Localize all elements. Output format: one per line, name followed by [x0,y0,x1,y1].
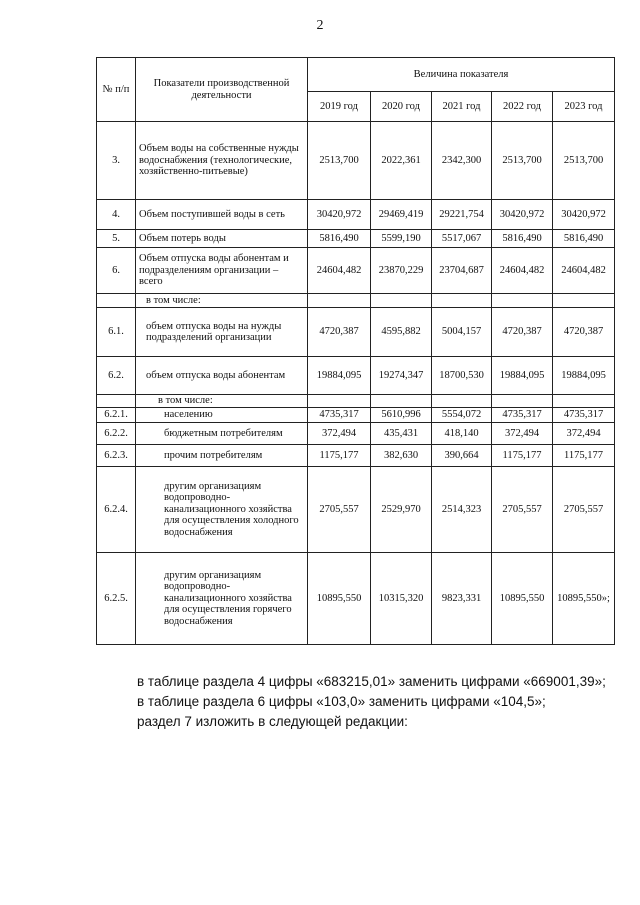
table-row [97,122,615,200]
row-value: 30420,972 [492,200,553,230]
row-value: 2513,700 [553,122,615,200]
row-label: Объем поступившей воды в сеть [136,200,308,230]
row-value: 5610,996 [371,408,432,423]
row-value: 5004,157 [432,308,492,357]
row-value: 23704,687 [432,248,492,294]
row-number: 6.2.1. [97,408,136,423]
row-value: 1175,177 [308,445,371,467]
row-value: 5517,067 [432,230,492,248]
row-number: 4. [97,200,136,230]
row-value: 30420,972 [308,200,371,230]
row-value: 4720,387 [492,308,553,357]
header-year: 2023 год [553,92,615,122]
row-value: 19884,095 [492,357,553,395]
row-value: 372,494 [553,423,615,445]
amendment-line: в таблице раздела 6 цифры «103,0» заменить цифрами «104,5»; [137,694,546,709]
row-value: 2514,323 [432,467,492,553]
row-value: 24604,482 [492,248,553,294]
row-number: 5. [97,230,136,248]
row-number: 6. [97,248,136,294]
row-number: 6.2.4. [97,467,136,553]
table-row [97,408,615,423]
row-value: 4720,387 [553,308,615,357]
header-year: 2019 год [308,92,371,122]
row-value: 1175,177 [553,445,615,467]
table-row [97,294,615,308]
row-value: 4720,387 [308,308,371,357]
row-label: Объем потерь воды [136,230,308,248]
row-number: 6.2.5. [97,553,136,645]
header-year: 2022 год [492,92,553,122]
table-row [97,445,615,467]
row-value: 29221,754 [432,200,492,230]
row-value: 2529,970 [371,467,432,553]
row-label: объем отпуска воды абонентам [136,357,308,395]
table-row [97,200,615,230]
row-value: 2513,700 [492,122,553,200]
row-value: 2022,361 [371,122,432,200]
row-value: 435,431 [371,423,432,445]
row-label: Объем воды на собственные нужды водоснабжения (технологические, хозяйственно-питьевые) [136,122,308,200]
table-row [97,357,615,395]
header-year: 2020 год [371,92,432,122]
row-value: 19884,095 [553,357,615,395]
closing-paragraphs [137,672,606,732]
row-number: 6.2.2. [97,423,136,445]
row-value: 30420,972 [553,200,615,230]
row-value: 10895,550 [308,553,371,645]
row-value: 4595,882 [371,308,432,357]
row-value: 23870,229 [371,248,432,294]
row-value: 5816,490 [553,230,615,248]
row-value: 5599,190 [371,230,432,248]
row-number [97,294,136,308]
row-number [97,395,136,408]
header-group: Величина показателя [308,58,615,92]
table-row [97,553,615,645]
row-value: 372,494 [308,423,371,445]
row-value: 2705,557 [553,467,615,553]
row-value: 9823,331 [432,553,492,645]
row-value: 18700,530 [432,357,492,395]
header-year: 2021 год [432,92,492,122]
row-value: 2705,557 [308,467,371,553]
row-label: прочим потребителям [136,445,308,467]
row-value: 5816,490 [492,230,553,248]
row-value: 2705,557 [492,467,553,553]
row-value: 372,494 [492,423,553,445]
header-num: № п/п [97,58,136,122]
row-value: 24604,482 [308,248,371,294]
production-indicators-table [96,57,615,645]
table-row [97,248,615,294]
row-number: 6.2. [97,357,136,395]
row-value: 1175,177 [492,445,553,467]
row-value: 4735,317 [492,408,553,423]
row-value: 19274,347 [371,357,432,395]
row-value: 4735,317 [553,408,615,423]
row-number: 6.2.3. [97,445,136,467]
row-label: бюджетным потребителям [136,423,308,445]
row-label: в том числе: [136,395,308,408]
row-value: 390,664 [432,445,492,467]
row-value: 19884,095 [308,357,371,395]
table-row [97,395,615,408]
row-value: 2513,700 [308,122,371,200]
row-value: 382,630 [371,445,432,467]
row-value: 24604,482 [553,248,615,294]
table-row [97,467,615,553]
row-value: 5554,072 [432,408,492,423]
row-label: в том числе: [136,294,308,308]
row-value: 10895,550»; [553,553,615,645]
row-label: Объем отпуска воды абонентам и подразделениям организации – всего [136,248,308,294]
page-number: 2 [316,18,324,33]
row-value: 2342,300 [432,122,492,200]
row-number: 3. [97,122,136,200]
row-label: объем отпуска воды на нужды подразделений организации [136,308,308,357]
row-value: 29469,419 [371,200,432,230]
header-indicator: Показатели производственной деятельности [136,58,308,122]
table-row [97,308,615,357]
row-value: 10315,320 [371,553,432,645]
row-value: 10895,550 [492,553,553,645]
row-label: другим организациям водопроводно-канализационного хозяйства для осуществления холодного водоснабжения [136,467,308,553]
row-number: 6.1. [97,308,136,357]
table-row [97,230,615,248]
amendment-line: раздел 7 изложить в следующей редакции: [137,714,408,729]
row-value: 418,140 [432,423,492,445]
table-row [97,423,615,445]
row-value: 5816,490 [308,230,371,248]
row-value: 4735,317 [308,408,371,423]
amendment-line: в таблице раздела 4 цифры «683215,01» заменить цифрами «669001,39»; [137,674,606,689]
row-label: другим организациям водопроводно-канализационного хозяйства для осуществления горячего водоснабжения [136,553,308,645]
row-label: населению [136,408,308,423]
